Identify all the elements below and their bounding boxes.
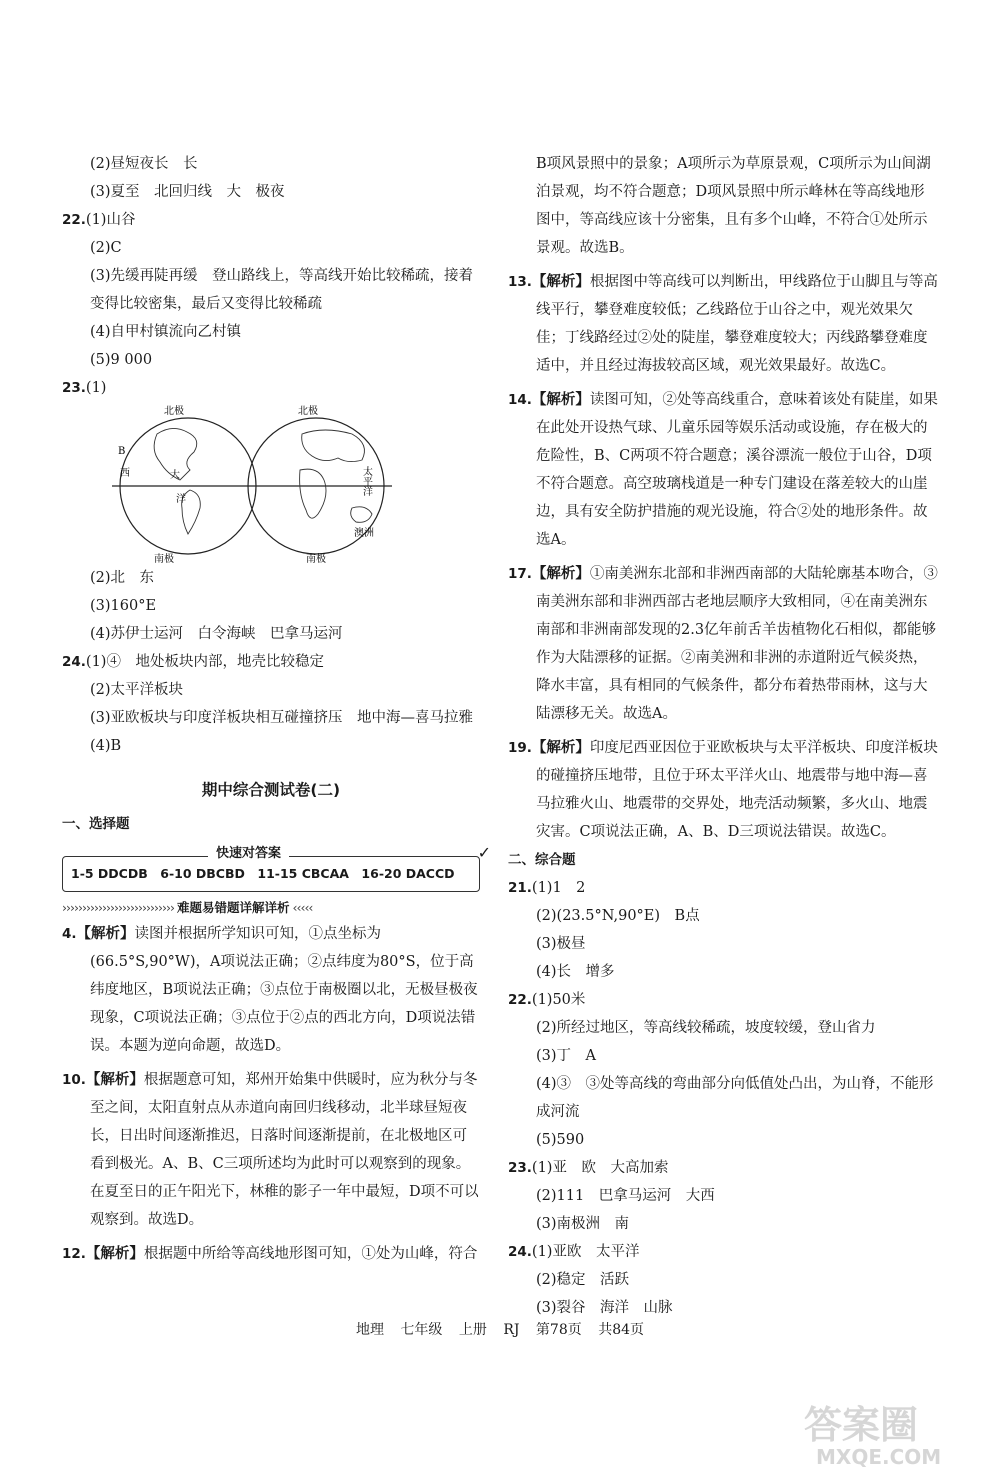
- answer-line: (2)所经过地区，等高线较稀疏，坡度较缓，登山省力: [536, 1020, 876, 1036]
- answer-line: (3)先缓再陡再缓 登山路线上，等高线开始比较稀疏，接着变得比较密集，最后又变得比较稀疏: [90, 268, 474, 312]
- question-number: 4.: [62, 926, 77, 942]
- map-label: B: [118, 446, 126, 457]
- footer-subject: 地理: [355, 1322, 384, 1338]
- answer-line: (1)④ 地处板块内部，地壳比较稳定: [85, 654, 324, 670]
- explanation-item: [508, 386, 938, 554]
- page-footer: [0, 1318, 1000, 1342]
- world-hemispheres-figure: [62, 404, 480, 564]
- answer-line: (1)50米: [531, 992, 586, 1008]
- footer-edition: RJ: [503, 1322, 520, 1338]
- explanation-item: [62, 920, 480, 1060]
- answer-line: (1): [85, 380, 107, 396]
- quick-answer-box: [62, 843, 491, 892]
- watermark-logo: [796, 1390, 976, 1470]
- question-number: 10.: [62, 1072, 86, 1088]
- analysis-tag: 【解析】: [531, 273, 590, 290]
- watermark-site: MXQE.COM: [816, 1445, 942, 1469]
- explanation-item: [62, 1066, 480, 1234]
- section-heading: 二、综合题: [508, 852, 576, 868]
- analysis-tag: 【解析】: [85, 1071, 144, 1088]
- watermark-icon: [796, 1390, 976, 1470]
- analysis-tag: 【解析】: [85, 1245, 144, 1262]
- explanation-band-label: 难题易错题详解详析: [176, 900, 290, 915]
- map-label: 北极: [164, 406, 184, 417]
- answer-line: (3)裂谷 海洋 山脉: [536, 1300, 673, 1316]
- question-number: 24.: [508, 1244, 532, 1260]
- check-mark-icon: ✓: [477, 843, 491, 862]
- question-number: 13.: [508, 274, 532, 290]
- section-title: 期中综合测试卷(二): [201, 781, 341, 799]
- watermark-logo-text: 答案圈: [804, 1403, 919, 1447]
- question-number: 21.: [508, 880, 532, 896]
- question-number: 12.: [62, 1246, 86, 1262]
- explanation-text: 读图可知，②处等高线重合，意味着该处有陡崖，如果在此处开设热气球、儿童乐园等娱乐活动或设施，存在极大的危险性，B、C两项不符合题意；溪谷漂流一般位于山谷，D项不符合题意。高空玻璃栈道是一种专门建设在落差较大的山崖边，具有安全防护措施的观光设施，符合②处的地形条件。故选A。: [536, 392, 938, 548]
- analysis-tag: 【解析】: [531, 565, 590, 582]
- answer-line: (2)C: [90, 240, 122, 256]
- section-heading: 一、选择题: [62, 816, 130, 832]
- answer-line: (1)1 2: [531, 880, 586, 896]
- analysis-tag: 【解析】: [531, 391, 590, 408]
- question-number: 23.: [508, 1160, 532, 1176]
- map-label: 北极: [298, 406, 318, 417]
- answer-line: (1)亚 欧 大高加索: [531, 1160, 669, 1176]
- explanation-item: [508, 734, 938, 846]
- answer-line: (5)590: [536, 1132, 585, 1148]
- explanation-text: 根据题中所给等高线地形图可知，①处为山峰，符合: [143, 1246, 478, 1262]
- arrow-decoration-icon: ‹‹‹‹‹: [289, 900, 313, 915]
- footer-page: 第78页: [535, 1322, 582, 1338]
- quick-answers: 1-5 DDCDB 6-10 DBCBD 11-15 CBCAA 16-20 DACCD: [71, 866, 455, 881]
- question-number: 19.: [508, 740, 532, 756]
- map-label: 大: [170, 470, 180, 481]
- footer-grade: 七年级: [400, 1322, 443, 1338]
- explanation-text: 根据题意可知，郑州开始集中供暖时，应为秋分与冬至之间，太阳直射点从赤道向南回归线移动，北半球昼短夜长，日出时间逐渐推迟，日落时间逐渐提前，在北极地区可看到极光。A、B、C三项所述均为此时可以观察到的现象。在夏至日的正午阳光下，林稚的影子一年中最短，D项不可以观察到。故选D。: [90, 1072, 479, 1228]
- answer-line: (2)北 东: [90, 570, 155, 586]
- question-number: 22.: [508, 992, 532, 1008]
- answer-line: (1)亚欧 太平洋: [531, 1244, 640, 1260]
- map-label: 西: [120, 468, 130, 479]
- explanation-band: [62, 896, 480, 920]
- explanation-continuation: B项风景照中的景象；A项所示为草原景观，C项所示为山间湖泊景观，均不符合题意；D项风景照中所示峰林在等高线地形图中，等高线应该十分密集，且有多个山峰，不符合①处所示景观。故选B。: [536, 156, 931, 256]
- answer-line: (4)长 增多: [536, 964, 615, 980]
- answer-line: (4)③ ③处等高线的弯曲部分向低值处凸出，为山脊，不能形成河流: [536, 1076, 934, 1120]
- question-number: 17.: [508, 566, 532, 582]
- answer-line: (3)南极洲 南: [536, 1216, 630, 1232]
- answer-line: (4)苏伊士运河 白令海峡 巴拿马运河: [90, 626, 343, 642]
- explanation-item: [62, 1240, 480, 1268]
- answer-line: (2)太平洋板块: [90, 682, 184, 698]
- right-column: [508, 150, 938, 1322]
- answer-line: (4)B: [90, 738, 122, 754]
- map-label: 洋: [176, 494, 186, 505]
- answer-line: (2)(23.5°N,90°E) B点: [536, 908, 700, 924]
- map-label: 澳洲: [354, 528, 374, 539]
- answer-line: (3)160°E: [90, 598, 157, 614]
- explanation-text: ①南美洲东北部和非洲西南部的大陆轮廓基本吻合，③南美洲东部和非洲西部古老地层顺序大致相同，④在南美洲东南部和非洲南部发现的2.3亿年前舌羊齿植物化石相似，都能够作为大陆漂移的证据。②南美洲和非洲的赤道附近气候炎热，降水丰富，具有相同的气候条件，都分布着热带雨林，这与大陆漂移无关。故选A。: [536, 566, 938, 722]
- analysis-tag: 【解析】: [76, 925, 135, 942]
- explanation-item: [508, 560, 938, 728]
- explanation-item: [508, 268, 938, 380]
- question-number: 22.: [62, 212, 86, 228]
- footer-total: 共84页: [598, 1322, 645, 1338]
- left-column: [62, 150, 491, 1268]
- question-number: 23.: [62, 380, 86, 396]
- hemisphere-map: [62, 404, 480, 564]
- answer-line: (4)自甲村镇流向乙村镇: [90, 324, 242, 340]
- answer-line: (2)稳定 活跃: [536, 1272, 630, 1288]
- explanation-text: 印度尼西亚因位于亚欧板块与太平洋板块、印度洋板块的碰撞挤压地带，且位于环太平洋火山、地震带与地中海—喜马拉雅火山、地震带的交界处，地壳活动频繁，多火山、地震灾害。C项说法正确，A、B、D三项说法错误。故选C。: [536, 740, 938, 840]
- answer-line: (2)111 巴拿马运河 大西: [536, 1188, 715, 1204]
- explanation-text: 根据图中等高线可以判断出，甲线路位于山脚且与等高线平行，攀登难度较低；乙线路位于山谷之中，观光效果欠佳；丁线路经过②处的陡崖，攀登难度较大；丙线路攀登难度适中，并且经过海拔较高区域，观光效果最好。故选C。: [536, 274, 938, 374]
- quick-answer-label: 快速对答案: [208, 844, 289, 864]
- analysis-tag: 【解析】: [531, 739, 590, 756]
- answer-line: (5)9 000: [90, 352, 153, 368]
- map-label: 南极: [306, 554, 326, 564]
- answer-line: (3)夏至 北回归线 大 极夜: [90, 184, 285, 200]
- footer-term: 上册: [458, 1322, 487, 1338]
- map-label: 南极: [154, 554, 174, 564]
- answer-line: (2)昼短夜长 长: [90, 156, 198, 172]
- question-number: 24.: [62, 654, 86, 670]
- explanation-text: 读图并根据所学知识可知，①点坐标为(66.5°S,90°W)，A项说法正确；②点纬度为80°S，位于高纬度地区，B项说法正确；③点位于南极圈以北，无极昼极夜现象，C项说法正确；③点位于②点的西北方向，D项说法错误。本题为逆向命题，故选D。: [90, 926, 478, 1054]
- answer-line: (3)极昼: [536, 936, 586, 952]
- arrow-decoration-icon: ››››››››››››››››››››››››››››: [62, 900, 177, 915]
- question-number: 14.: [508, 392, 532, 408]
- answer-line: (3)亚欧板块与印度洋板块相互碰撞挤压 地中海—喜马拉雅: [90, 710, 474, 726]
- map-label: 太平洋: [360, 466, 372, 496]
- answer-line: (3)丁 A: [536, 1048, 597, 1064]
- answer-line: (1)山谷: [85, 212, 136, 228]
